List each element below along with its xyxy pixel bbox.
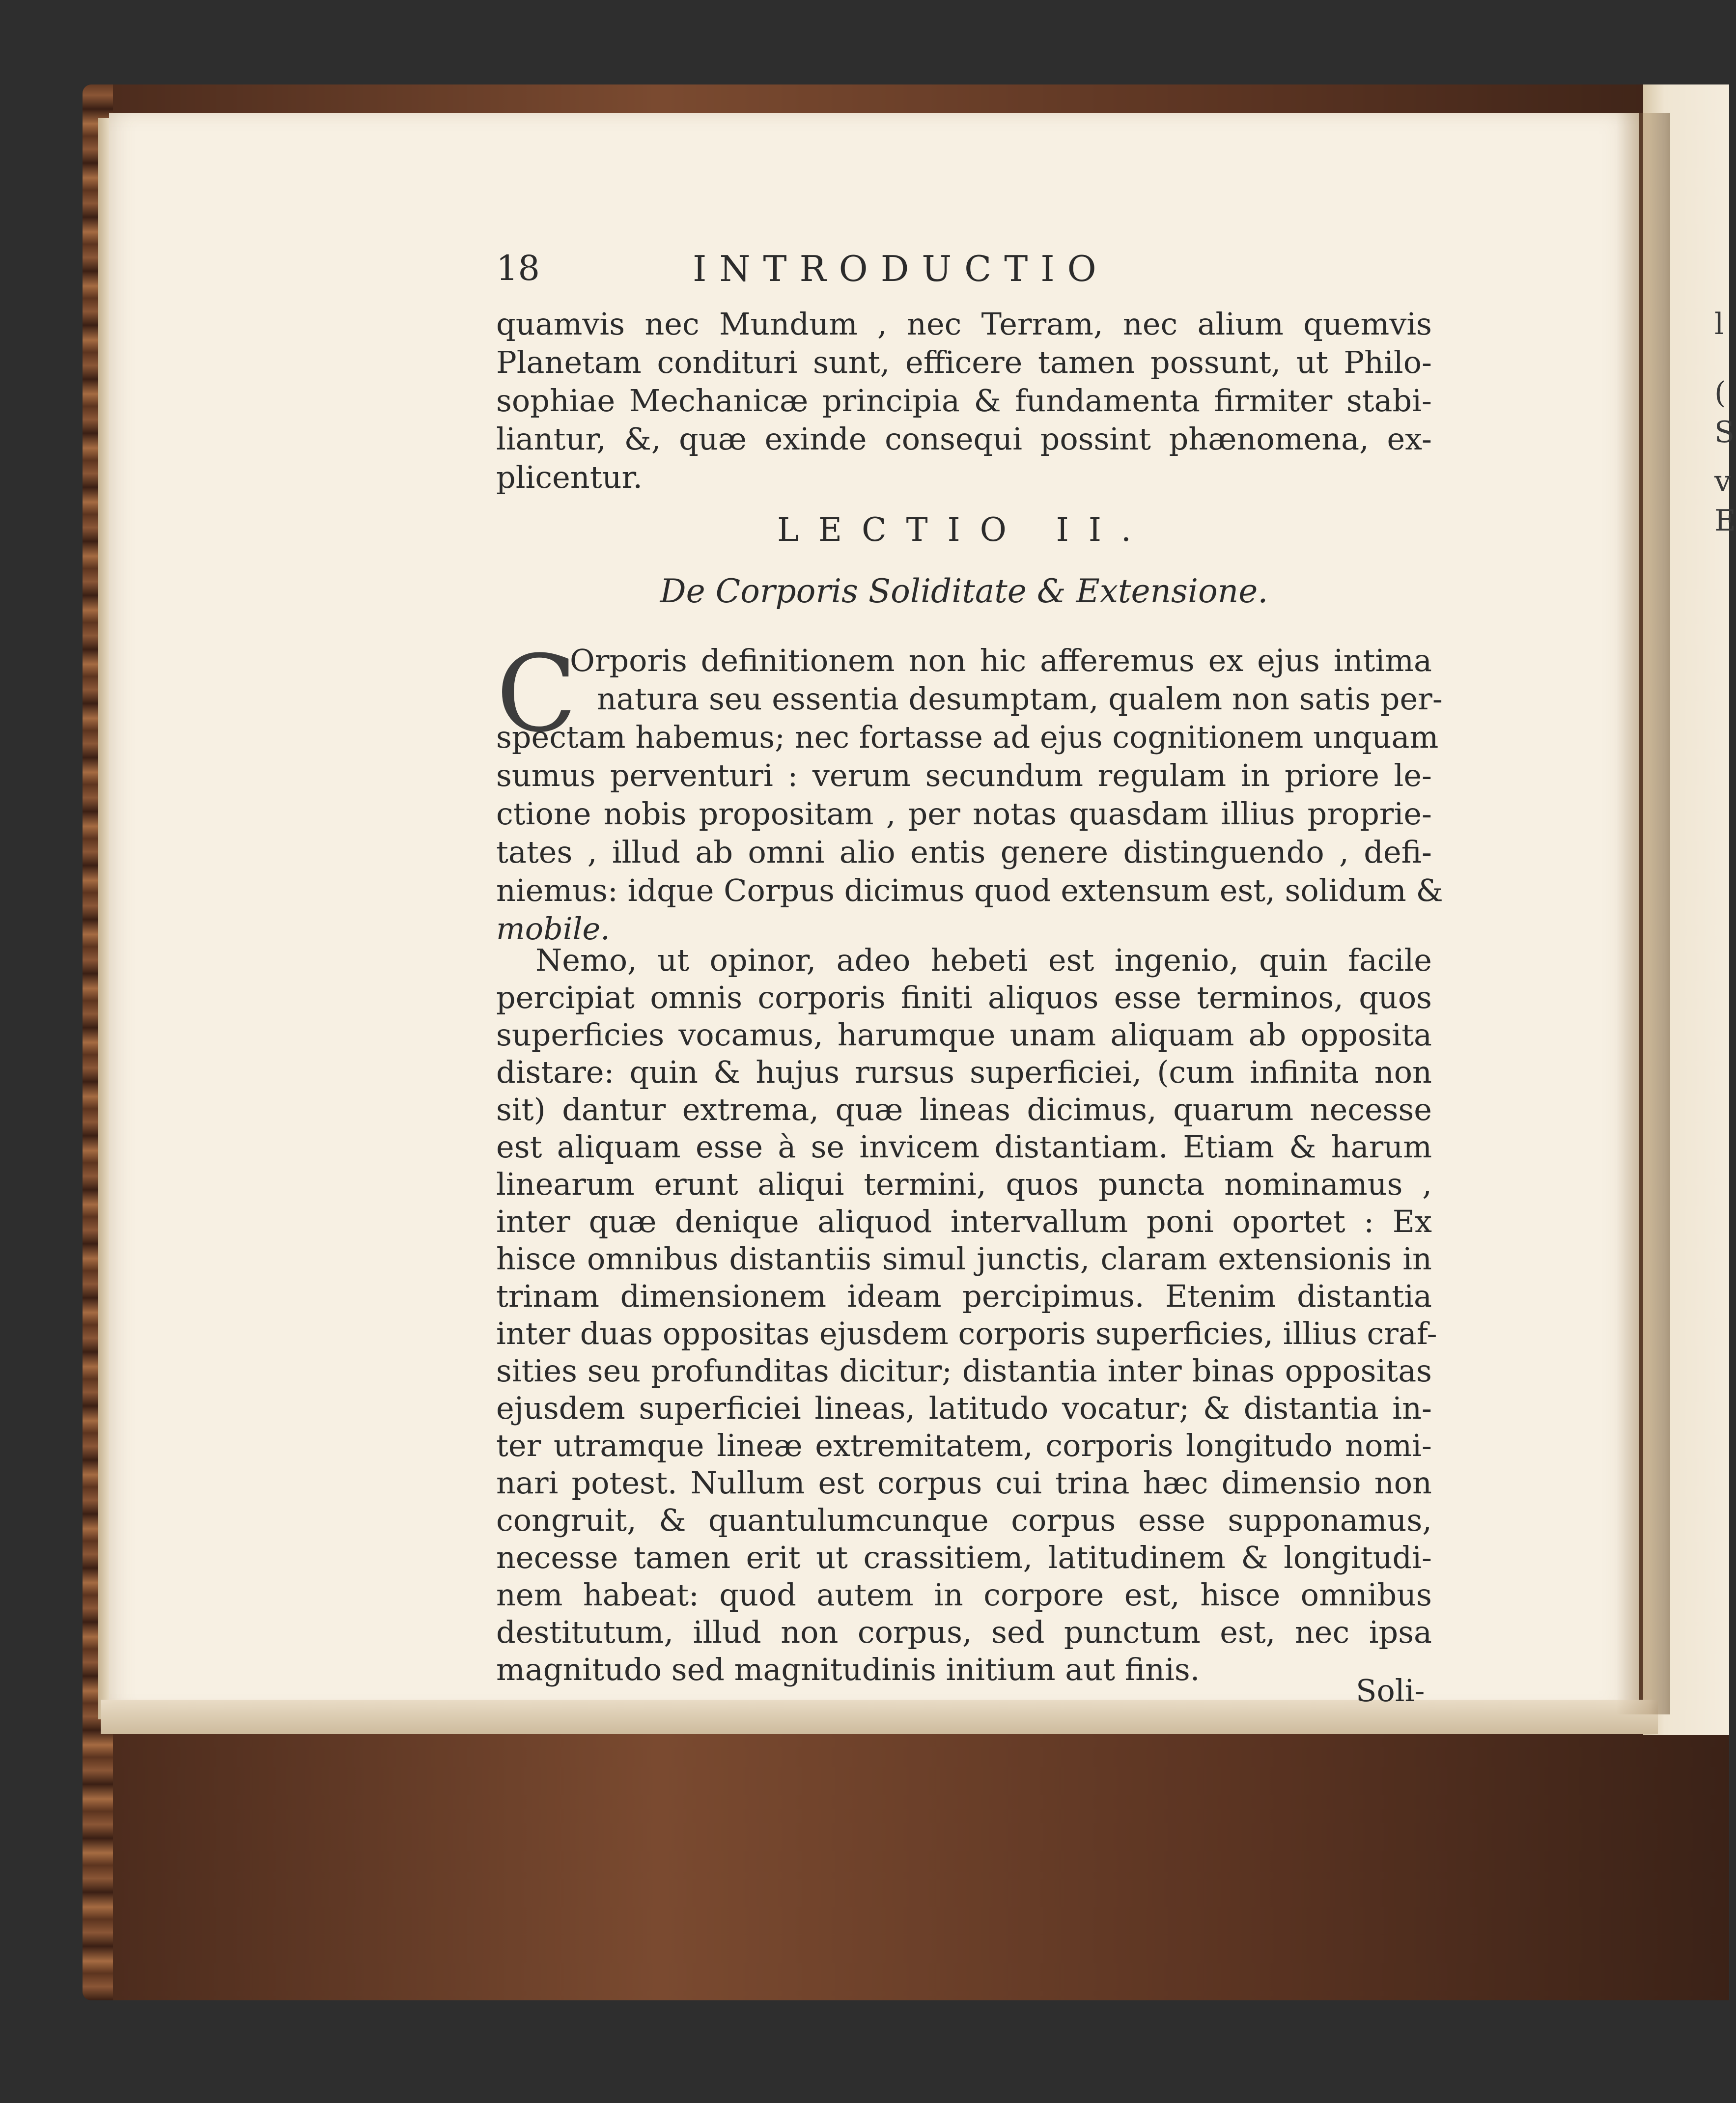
facing-page-glyph: S [1714,415,1735,449]
text-line: mobile. [496,911,610,947]
text-line: nem habeat: quod autem in corpore est, hisce omnibus [496,1577,1432,1613]
text-line: inter duas oppositas ejusdem corporis superficies, illius craf- [496,1316,1437,1351]
text-line: necesse tamen erit ut crassitiem, latitudinem & longitudi- [496,1540,1432,1575]
facing-page-glyph: E [1714,504,1736,538]
text-line: liantur, &, quæ exinde consequi possint phænomena, ex- [496,421,1432,457]
facing-page-glyph: v [1714,464,1731,499]
text-line: tates , illud ab omni alio entis genere distinguendo , defi- [496,834,1432,870]
text-line: Planetam condituri sunt, efficere tamen possunt, ut Philo- [496,344,1432,380]
text-line: inter quæ denique aliquod intervallum poni oportet : Ex [496,1204,1432,1239]
text-line: Orporis definitionem non hic afferemus ex ejus intima [570,643,1432,678]
text-line: percipiat omnis corporis finiti aliquos esse terminos, quos [496,980,1432,1015]
text-line: ctione nobis propositam , per notas quasdam illius proprie- [496,796,1432,832]
text-line: Nemo, ut opinor, adeo hebeti est ingenio, quin facile [535,942,1432,978]
text-line: nari potest. Nullum est corpus cui trina hæc dimensio non [496,1465,1432,1501]
running-head: INTRODUCTIO [693,248,1109,289]
page-number: 18 [496,248,540,288]
text-line: destitutum, illud non corpus, sed punctum est, nec ipsa [496,1614,1432,1650]
text-line: est aliquam esse à se invicem distantiam. Etiam & harum [496,1129,1432,1165]
text-line: sumus perventuri : verum secundum regulam in priore le- [496,757,1432,793]
text-line: ter utramque lineæ extremitatem, corporis longitudo nomi- [496,1428,1432,1463]
text-line: natura seu essentia desumptam, qualem non satis per- [597,681,1443,717]
text-line: magnitudo sed magnitudinis initium aut finis. [496,1652,1200,1687]
catchword: Soli- [1356,1673,1425,1709]
section-heading: LECTIO II. [777,511,1151,549]
gutter-shadow [1616,113,1670,1714]
text-line: hisce omnibus distantiis simul junctis, claram extensionis in [496,1241,1432,1277]
facing-page-glyph: ( [1714,376,1726,410]
text-line: niemus: idque Corpus dicimus quod extensum est, solidum & [496,872,1443,908]
text-line: sophiae Mechanicæ principia & fundamenta firmiter stabi- [496,383,1432,419]
drop-cap: C [496,632,577,756]
text-line: linearum erunt aliqui termini, quos puncta nominamus , [496,1166,1432,1202]
facing-page-glyph: l [1714,307,1724,341]
section-subtitle: De Corporis Soliditate & Extensione. [660,572,1268,610]
text-line: sities seu profunditas dicitur; distantia inter binas oppositas [496,1353,1432,1389]
text-line: superficies vocamus, harumque unam aliquam ab opposita [496,1017,1432,1053]
text-line: spectam habemus; nec fortasse ad ejus cognitionem unquam [496,719,1439,755]
text-line: quamvis nec Mundum , nec Terram, nec alium quemvis [496,306,1432,342]
text-line: plicentur. [496,459,643,495]
text-line: distare: quin & hujus rursus superficiei, (cum infinita non [496,1054,1432,1090]
text-line: trinam dimensionem ideam percipimus. Etenim distantia [496,1278,1432,1314]
text-line: ejusdem superficiei lineas, latitudo vocatur; & distantia in- [496,1390,1432,1426]
text-line: sit) dantur extrema, quæ lineas dicimus, quarum necesse [496,1092,1432,1127]
text-line: congruit, & quantulumcunque corpus esse supponamus, [496,1502,1432,1538]
page-header [496,248,1432,292]
